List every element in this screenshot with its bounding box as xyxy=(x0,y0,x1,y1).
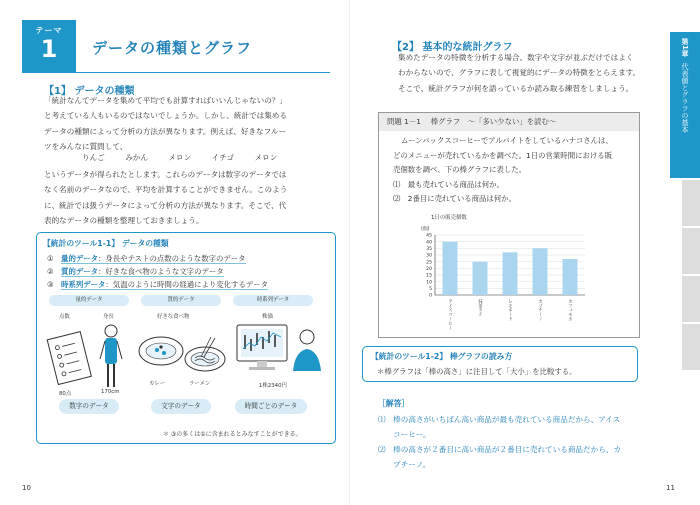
y-tick-label: 20 xyxy=(426,266,432,272)
text-line: 「統計なんてデータを集めて平均でも計算すればいいんじゃないの？」 xyxy=(44,96,287,105)
timeseries-illustration xyxy=(233,319,329,383)
fruit-item: メロン xyxy=(168,153,192,162)
monitor-icon xyxy=(237,325,287,370)
text-line: に、統計では扱うデータによって分析の方法が異なります。そこで、代 xyxy=(44,200,287,210)
bar xyxy=(443,242,458,295)
page-title: データの種類とグラフ xyxy=(92,39,253,57)
text-line: そこで、統計グラフが何を語っているか読み取る練習をしましょう。 xyxy=(398,83,634,93)
fruit-item: メロン xyxy=(254,153,278,162)
data-type-item: ① 量的データ：身長やテストの点数のような数字のデータ xyxy=(47,254,246,263)
curry-label: カレー xyxy=(149,381,166,387)
data-type-list xyxy=(47,252,268,291)
quantitative-illustration xyxy=(45,321,135,397)
tool-box-bar-chart xyxy=(362,346,638,382)
answer-line: ⑵ 棒の高さが２番目に高い商品が２番目に売れている商品だから、カ xyxy=(378,445,621,454)
fruit-list xyxy=(82,152,295,163)
text-line: わからないので、グラフに表して視覚的にデータの特徴をとらえます。 xyxy=(398,68,641,78)
page-gutter xyxy=(349,0,350,505)
score-value: 80点 xyxy=(59,391,72,397)
label-points: 点数 xyxy=(59,314,70,320)
person-at-desk-icon xyxy=(293,330,321,371)
title-underline xyxy=(22,72,330,73)
chart-ylabel: (個) xyxy=(421,227,430,232)
answer-line: コーヒー。 xyxy=(378,430,431,439)
section1-paragraph-2 xyxy=(44,167,287,229)
text-data-pill: 文字のデータ xyxy=(151,399,211,414)
y-tick-label: 25 xyxy=(426,260,432,266)
text-line: ツをみんなに質問して、 xyxy=(44,142,128,152)
tool2-title: 【統計のツール1-2】 棒グラフの読み方 xyxy=(371,352,513,361)
text-line: 売個数を調べ、下の棒グラフに表した。 xyxy=(393,165,527,175)
test-paper-icon xyxy=(47,332,91,385)
tab-quantitative: 量的データ xyxy=(49,295,129,306)
label-stock: 株価 xyxy=(262,314,273,320)
height-value: 170cm xyxy=(101,389,120,395)
text-line: どのメニューが売れているかを調べた。1日の営業時間における販 xyxy=(393,150,613,160)
theme-badge xyxy=(22,20,76,72)
page-number-right: 11 xyxy=(666,484,675,492)
theme-label: テーマ xyxy=(35,26,63,35)
text-line: 集めたデータの特徴を分析する場合、数字や文字が並ぶだけではよく xyxy=(398,53,634,62)
label-favorite-food: 好きな食べ物 xyxy=(157,314,190,320)
bar xyxy=(503,252,518,295)
y-tick-label: 5 xyxy=(429,286,432,292)
label-height: 身長 xyxy=(103,314,114,320)
chapter-tab-4[interactable] xyxy=(682,276,700,322)
x-tick-label: カプチーノ xyxy=(537,299,543,321)
y-tick-label: 10 xyxy=(426,280,432,286)
page-number-left: 10 xyxy=(22,484,31,492)
bar xyxy=(473,262,488,295)
fruit-item: みかん xyxy=(125,153,148,162)
chapter-label: 第1章 xyxy=(681,38,689,57)
section1-paragraph xyxy=(44,93,287,155)
text-line: データの種類によって分析の方法が異なります。例えば、好きなフルー xyxy=(44,126,287,136)
problem-text xyxy=(393,134,613,207)
y-tick-label: 35 xyxy=(426,246,432,252)
fruit-item: イチゴ xyxy=(211,153,235,162)
tool2-body: ＊棒グラフは「棒の高さ」に注目して「大小」を比較する。 xyxy=(377,367,577,376)
text-line: ムーンバックスコーヒーでアルバイトをしているハナコさんは、 xyxy=(401,136,613,145)
x-tick-label: 抹茶ラテ xyxy=(477,299,483,317)
tool-title: 【統計のツール1-1】 データの種類 xyxy=(43,239,169,248)
person-icon xyxy=(100,325,122,387)
text-line: なく名前のデータなので、平均を計算することができません。このよう xyxy=(44,185,288,195)
question-2: ⑵ 2番目に売れている商品は何か。 xyxy=(393,194,516,204)
numeric-data-pill: 数字のデータ xyxy=(59,399,119,414)
data-type-item: ③ 時系列データ：気温のように時間の経過により変化するデータ xyxy=(47,280,269,289)
ramen-label: ラーメン xyxy=(189,381,211,387)
bar xyxy=(563,259,578,295)
chart-title: 1日の販売個数 xyxy=(431,215,467,221)
chapter-vertical-title: 代表値とグラフの基本 xyxy=(681,62,689,133)
problem-header: 問題 1－1 棒グラフ ～「多い少ない」を読む～ xyxy=(379,113,639,131)
section-heading-2: 【2】 基本的な統計グラフ xyxy=(392,42,513,53)
data-type-item: ② 質的データ：好きな食べ物のような文字のデータ xyxy=(47,267,224,276)
x-tick-label: レモネード xyxy=(507,299,513,321)
y-tick-label: 0 xyxy=(429,293,432,299)
chapter-tab-5[interactable] xyxy=(682,324,700,370)
section-heading-1: 【1】 データの種類 xyxy=(44,86,135,97)
text-line: というデータが得られたとします。これらのデータは数字のデータでは xyxy=(44,170,287,179)
tool-box-data-types xyxy=(36,232,336,444)
y-tick-label: 15 xyxy=(426,273,432,279)
bar-chart xyxy=(417,231,607,335)
y-tick-label: 30 xyxy=(426,253,432,259)
y-tick-label: 45 xyxy=(426,233,432,239)
bar xyxy=(533,248,548,295)
text-line: と考えている人もいるのではないでしょうか。しかし、統計では集める xyxy=(44,111,287,121)
curry-icon xyxy=(139,337,183,365)
problem-box xyxy=(378,112,640,338)
tool1-note: ＊ ③の多くは①に含まれるとみなすことができる。 xyxy=(163,431,302,438)
answer-line: プチーノ。 xyxy=(378,460,431,469)
answer-text xyxy=(378,412,621,472)
time-data-pill: 時間ごとのデータ xyxy=(235,399,307,414)
stock-value: 1株2340円 xyxy=(259,383,287,389)
y-tick-label: 40 xyxy=(426,240,432,246)
text-line: 表的なデータの種類を整理しておきましょう。 xyxy=(44,216,204,226)
answer-line: ⑴ 棒の高さがいちばん高い商品が最も売れている商品だから、アイス xyxy=(378,415,621,424)
section2-paragraph xyxy=(398,50,640,96)
chapter-tab-3[interactable] xyxy=(682,228,700,274)
answer-heading: ［解答］ xyxy=(378,399,410,408)
chapter-tab-active[interactable] xyxy=(670,32,700,178)
ramen-icon xyxy=(185,337,225,371)
x-tick-label: カフェモカ xyxy=(567,299,573,321)
tab-timeseries: 時系列データ xyxy=(233,295,313,306)
tab-qualitative: 質的データ xyxy=(141,295,221,306)
question-1: ⑴ 最も売れている商品は何か。 xyxy=(393,179,504,189)
theme-number: 1 xyxy=(40,35,58,63)
fruit-item: りんご xyxy=(82,153,105,162)
chapter-tab-2[interactable] xyxy=(682,180,700,226)
x-tick-label: アイスコーヒー xyxy=(447,299,453,330)
